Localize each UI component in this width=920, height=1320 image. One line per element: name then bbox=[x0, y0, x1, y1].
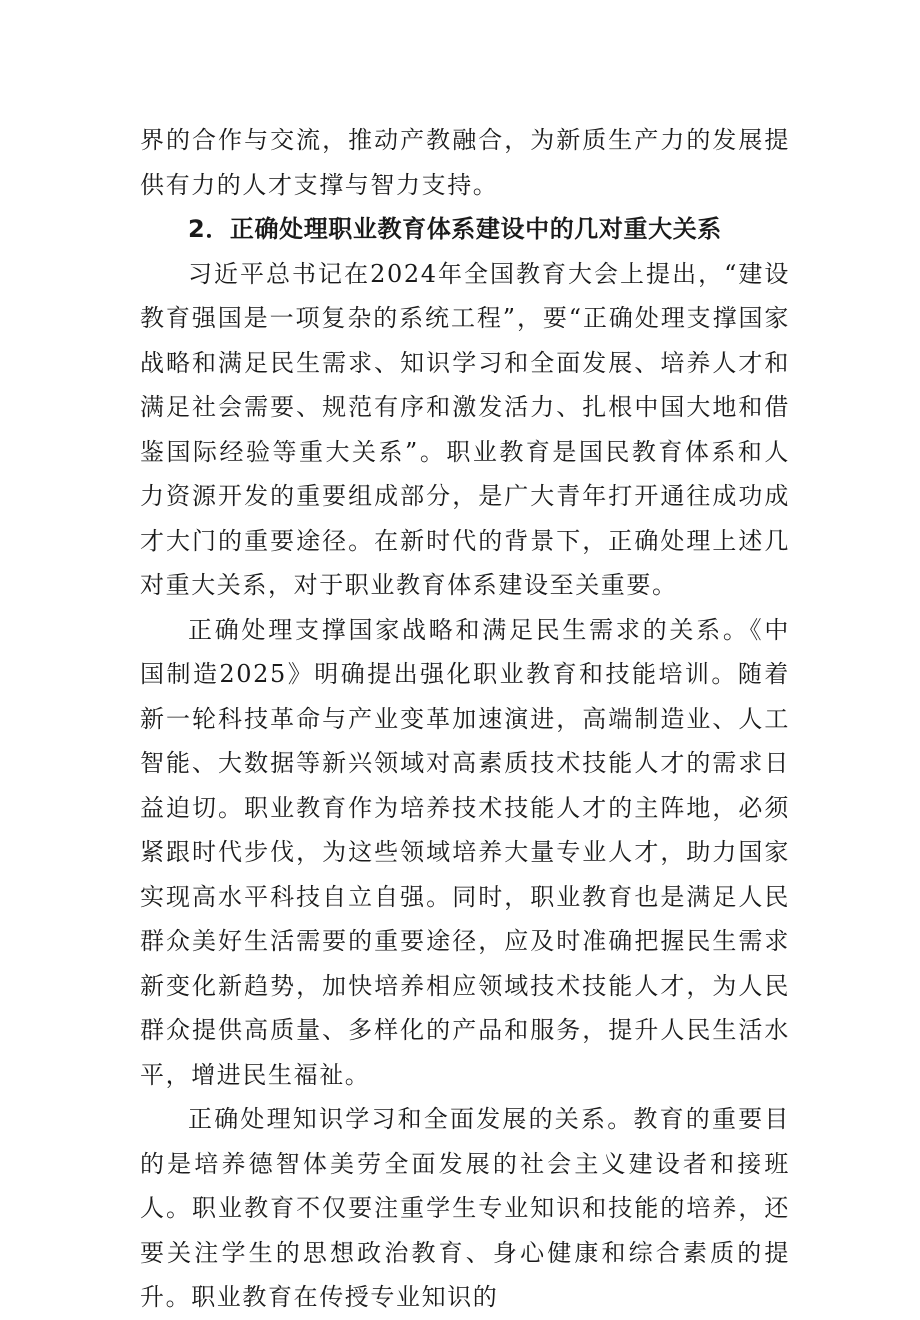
section-heading: 2．正确处理职业教育体系建设中的几对重大关系 bbox=[188, 215, 722, 243]
paragraph-intro: 习近平总书记在2024年全国教育大会上提出，“建设教育强国是一项复杂的系统工程”，要“正确处理支撑国家战略和满足民生需求、知识学习和全面发展、培养人才和满足社会需要、规范有序和激发活力、扎根中国大地和借鉴国际经验等重大关系”。职业教育是国民教育体系和人力资源开发的重要组成部分，是广大青年打开通往成功成才大门的重要途径。在新时代的背景下，正确处理上述几对重大关系，对于职业教育体系建设至关重要。 bbox=[140, 259, 790, 599]
document-body bbox=[140, 118, 790, 1320]
paragraph-knowledge-development: 正确处理知识学习和全面发展的关系。教育的重要目的是培养德智体美劳全面发展的社会主义建设者和接班人。职业教育不仅要注重学生专业知识和技能的培养，还要关注学生的思想政治教育、身心健康和综合素质的提升。职业教育在传授专业知识的 bbox=[140, 1105, 790, 1311]
paragraph-continuation: 界的合作与交流，推动产教融合，为新质生产力的发展提供有力的人才支撑与智力支持。 bbox=[140, 126, 790, 199]
paragraph-national-strategy: 正确处理支撑国家战略和满足民生需求的关系。《中国制造2025》明确提出强化职业教育和技能培训。随着新一轮科技革命与产业变革加速演进，高端制造业、人工智能、大数据等新兴领域对高素质技术技能人才的需求日益迫切。职业教育作为培养技术技能人才的主阵地，必须紧跟时代步伐，为这些领域培养大量专业人才，助力国家实现高水平科技自立自强。同时，职业教育也是满足人民群众美好生活需要的重要途径，应及时准确把握民生需求新变化新趋势，加快培养相应领域技术技能人才，为人民群众提供高质量、多样化的产品和服务，提升人民生活水平，增进民生福祉。 bbox=[140, 615, 790, 1089]
